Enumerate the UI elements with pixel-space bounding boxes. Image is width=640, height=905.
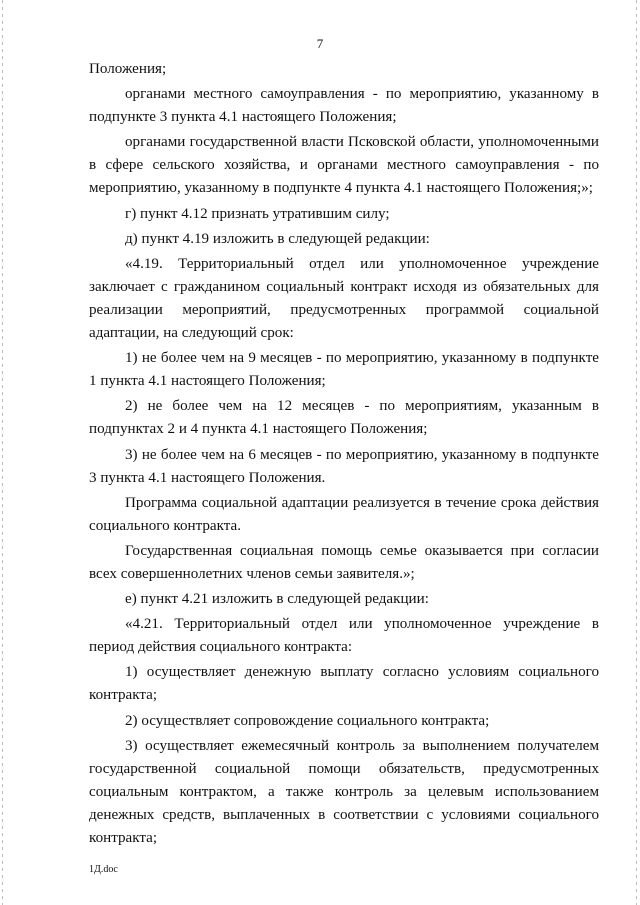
paragraph-11: Государственная социальная помощь семье оказывается при согласии всех совершеннолетних членов семьи заявителя.»; <box>89 542 599 582</box>
scan-edge-right <box>636 0 637 905</box>
paragraph-1: Положения; <box>89 61 167 77</box>
paragraph-14: 1) осуществляет денежную выплату согласно условиям социального контракта; <box>89 664 599 704</box>
paragraph-7: 1) не более чем на 9 месяцев - по мероприятию, указанному в подпункте 1 пункта 4.1 настоящего Положения; <box>89 350 599 390</box>
scan-edge-left <box>2 0 3 905</box>
page-number: 7 <box>316 36 324 51</box>
paragraph-6: «4.19. Территориальный отдел или уполномоченное учреждение заключает с гражданином социальный контракт исходя из обязательных для реализации мероприятий, предусмотренных программой социальной адаптации, на следующий срок: <box>89 255 599 342</box>
paragraph-12: е) пункт 4.21 изложить в следующей редакции: <box>125 591 429 608</box>
paragraph-16: 3) осуществляет ежемесячный контроль за выполнением получателем государственной социальной помощи обязательств, предусмотренных социальным контрактом, а также контроль за целевым использованием денежных средств, выплаченных в соответствии с условиями социального контракта; <box>89 737 599 846</box>
footer-filename: 1Д.doc <box>89 864 118 875</box>
paragraph-13: «4.21. Территориальный отдел или уполномоченное учреждение в период действия социального контракта: <box>89 616 599 656</box>
paragraph-2: органами местного самоуправления - по мероприятию, указанному в подпункте 3 пункта 4.1 настоящего Положения; <box>89 86 599 126</box>
paragraph-8: 2) не более чем на 12 месяцев - по мероприятиям, указанным в подпунктах 2 и 4 пункта 4.1 настоящего Положения; <box>89 398 599 438</box>
document-body <box>89 58 599 850</box>
paragraph-9: 3) не более чем на 6 месяцев - по мероприятию, указанному в подпункте 3 пункта 4.1 настоящего Положения. <box>89 446 599 486</box>
paragraph-10: Программа социальной адаптации реализуется в течение срока действия социального контракта. <box>89 494 599 534</box>
paragraph-15: 2) осуществляет сопровождение социального контракта; <box>125 712 490 729</box>
paragraph-5: д) пункт 4.19 изложить в следующей редакции: <box>125 230 430 247</box>
paragraph-3: органами государственной власти Псковской области, уполномоченными в сфере сельского хозяйства, и органами местного самоуправления - по мероприятию, указанному в подпункте 4 пункта 4.1 настоящего Положения;»; <box>89 134 599 197</box>
paragraph-4: г) пункт 4.12 признать утратившим силу; <box>125 205 390 222</box>
